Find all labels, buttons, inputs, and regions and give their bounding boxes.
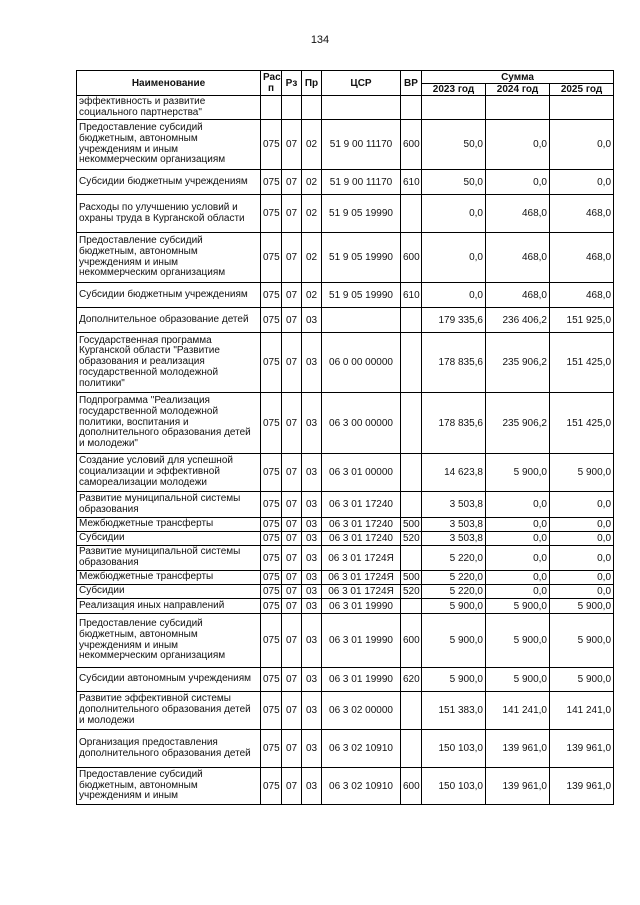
cell-pr: 03: [302, 614, 322, 668]
cell-pr: 02: [302, 170, 322, 195]
cell-rasp: 075: [261, 614, 282, 668]
cell-name: Субсидии: [77, 532, 261, 546]
cell-vr: 520: [401, 585, 422, 599]
cell-vr: 620: [401, 668, 422, 692]
cell-y2025: 468,0: [550, 195, 614, 233]
cell-y2023: 3 503,8: [422, 492, 486, 518]
cell-pr: 02: [302, 283, 322, 308]
cell-vr: [401, 308, 422, 333]
cell-vr: 610: [401, 170, 422, 195]
cell-y2023: 5 220,0: [422, 571, 486, 585]
cell-rz: 07: [282, 492, 302, 518]
cell-pr: 02: [302, 233, 322, 283]
table-row: [77, 308, 614, 333]
cell-name: Государственная программа Курганской области "Развитие образования и реализация государственной молодежной политики": [77, 333, 261, 393]
cell-rz: 07: [282, 692, 302, 730]
cell-y2025: 151 925,0: [550, 308, 614, 333]
cell-csr: 06 3 01 1724Я: [322, 571, 401, 585]
cell-pr: 03: [302, 532, 322, 546]
header-year-2023: 2023 год: [422, 84, 486, 96]
cell-vr: 500: [401, 518, 422, 532]
cell-rz: 07: [282, 195, 302, 233]
cell-name: Дополнительное образование детей: [77, 308, 261, 333]
cell-name: Создание условий для успешной социализации и эффективной самореализации молодежи: [77, 454, 261, 492]
cell-rasp: 075: [261, 283, 282, 308]
cell-name: Развитие муниципальной системы образования: [77, 546, 261, 571]
cell-rasp: 075: [261, 692, 282, 730]
budget-table: [76, 70, 614, 805]
cell-csr: 06 3 01 17240: [322, 492, 401, 518]
header-rasp: Рас п: [261, 71, 282, 96]
cell-csr: 06 0 00 00000: [322, 333, 401, 393]
cell-name: Предоставление субсидий бюджетным, автономным учреждениям и иным некоммерческим организациям: [77, 614, 261, 668]
cell-csr: 06 3 01 17240: [322, 518, 401, 532]
cell-pr: 03: [302, 571, 322, 585]
cell-y2023: 150 103,0: [422, 768, 486, 805]
cell-rasp: 075: [261, 195, 282, 233]
cell-name: Подпрограмма "Реализация государственной молодежной политики, воспитания и дополнительного образования детей и молодежи": [77, 393, 261, 454]
cell-name: Развитие эффективной системы дополнительного образования детей и молодежи: [77, 692, 261, 730]
table-row: [77, 283, 614, 308]
cell-csr: 06 3 00 00000: [322, 393, 401, 454]
cell-rz: 07: [282, 768, 302, 805]
cell-rz: [282, 96, 302, 120]
cell-pr: 03: [302, 599, 322, 614]
cell-rz: 07: [282, 283, 302, 308]
cell-y2023: 5 900,0: [422, 614, 486, 668]
header-csr: ЦСР: [322, 71, 401, 96]
cell-vr: [401, 195, 422, 233]
cell-y2025: [550, 96, 614, 120]
cell-y2025: 0,0: [550, 170, 614, 195]
cell-name: Субсидии бюджетным учреждениям: [77, 283, 261, 308]
table-row: [77, 585, 614, 599]
cell-vr: [401, 333, 422, 393]
cell-vr: [401, 454, 422, 492]
table-row: [77, 730, 614, 768]
cell-y2024: 236 406,2: [486, 308, 550, 333]
cell-rz: 07: [282, 120, 302, 170]
cell-vr: [401, 492, 422, 518]
cell-name: Реализация иных направлений: [77, 599, 261, 614]
cell-rasp: 075: [261, 585, 282, 599]
cell-vr: [401, 96, 422, 120]
cell-rasp: 075: [261, 730, 282, 768]
cell-csr: 06 3 01 19990: [322, 668, 401, 692]
cell-csr: 06 3 01 17240: [322, 532, 401, 546]
cell-name: Развитие муниципальной системы образования: [77, 492, 261, 518]
cell-y2024: 0,0: [486, 546, 550, 571]
cell-vr: [401, 546, 422, 571]
cell-y2023: 14 623,8: [422, 454, 486, 492]
cell-rasp: 075: [261, 532, 282, 546]
cell-vr: 520: [401, 532, 422, 546]
cell-name: Предоставление субсидий бюджетным, автономным учреждениям и иным: [77, 768, 261, 805]
cell-y2023: 50,0: [422, 170, 486, 195]
cell-vr: 500: [401, 571, 422, 585]
cell-y2023: 178 835,6: [422, 393, 486, 454]
cell-y2025: 5 900,0: [550, 668, 614, 692]
cell-name: Организация предоставления дополнительного образования детей: [77, 730, 261, 768]
cell-y2024: 0,0: [486, 585, 550, 599]
cell-csr: 06 3 01 00000: [322, 454, 401, 492]
cell-y2025: 0,0: [550, 120, 614, 170]
cell-rz: 07: [282, 668, 302, 692]
cell-name: Предоставление субсидий бюджетным, автономным учреждениям и иным некоммерческим организациям: [77, 120, 261, 170]
cell-csr: 51 9 05 19990: [322, 195, 401, 233]
cell-y2023: 50,0: [422, 120, 486, 170]
cell-y2025: 5 900,0: [550, 599, 614, 614]
cell-pr: 03: [302, 546, 322, 571]
cell-y2025: 0,0: [550, 585, 614, 599]
cell-name: Субсидии бюджетным учреждениям: [77, 170, 261, 195]
cell-rz: 07: [282, 308, 302, 333]
cell-y2024: 235 906,2: [486, 393, 550, 454]
cell-y2024: 0,0: [486, 532, 550, 546]
cell-rz: 07: [282, 599, 302, 614]
table-row: [77, 195, 614, 233]
table-row: [77, 532, 614, 546]
cell-y2025: 0,0: [550, 532, 614, 546]
cell-name: Межбюджетные трансферты: [77, 518, 261, 532]
table-row: [77, 492, 614, 518]
cell-vr: [401, 393, 422, 454]
cell-pr: 03: [302, 585, 322, 599]
table-row: [77, 170, 614, 195]
cell-pr: 03: [302, 454, 322, 492]
cell-y2023: 179 335,6: [422, 308, 486, 333]
cell-csr: 06 3 01 1724Я: [322, 546, 401, 571]
cell-y2024: 139 961,0: [486, 768, 550, 805]
cell-y2024: 5 900,0: [486, 454, 550, 492]
cell-y2024: 468,0: [486, 283, 550, 308]
cell-vr: 600: [401, 614, 422, 668]
cell-y2024: 0,0: [486, 518, 550, 532]
cell-rasp: 075: [261, 668, 282, 692]
cell-rasp: 075: [261, 233, 282, 283]
cell-y2024: 235 906,2: [486, 333, 550, 393]
cell-vr: [401, 730, 422, 768]
cell-y2023: 3 503,8: [422, 532, 486, 546]
cell-csr: 51 9 05 19990: [322, 233, 401, 283]
table-row: [77, 333, 614, 393]
cell-rasp: 075: [261, 393, 282, 454]
cell-y2023: 5 900,0: [422, 668, 486, 692]
cell-name: Субсидии: [77, 585, 261, 599]
cell-vr: [401, 692, 422, 730]
cell-pr: 03: [302, 730, 322, 768]
cell-y2025: 5 900,0: [550, 454, 614, 492]
cell-y2024: 0,0: [486, 170, 550, 195]
cell-y2024: 0,0: [486, 492, 550, 518]
header-sum: Сумма: [422, 71, 614, 84]
cell-name: эффективность и развитие социального партнерства": [77, 96, 261, 120]
cell-rasp: 075: [261, 518, 282, 532]
cell-rasp: 075: [261, 308, 282, 333]
cell-rz: 07: [282, 546, 302, 571]
table-body: [77, 96, 614, 805]
cell-name: Межбюджетные трансферты: [77, 571, 261, 585]
cell-rasp: 075: [261, 454, 282, 492]
table-row: [77, 518, 614, 532]
cell-rz: 07: [282, 170, 302, 195]
cell-rasp: [261, 96, 282, 120]
cell-pr: 03: [302, 768, 322, 805]
table-row: [77, 120, 614, 170]
cell-csr: 51 9 00 11170: [322, 170, 401, 195]
page-number: 134: [310, 34, 330, 46]
cell-y2024: 468,0: [486, 233, 550, 283]
cell-y2024: 468,0: [486, 195, 550, 233]
cell-csr: [322, 308, 401, 333]
cell-name: Предоставление субсидий бюджетным, автономным учреждениям и иным некоммерческим организациям: [77, 233, 261, 283]
table-row: [77, 233, 614, 283]
cell-vr: 600: [401, 768, 422, 805]
cell-y2025: 468,0: [550, 283, 614, 308]
cell-pr: 03: [302, 333, 322, 393]
cell-y2025: 141 241,0: [550, 692, 614, 730]
cell-y2024: 5 900,0: [486, 668, 550, 692]
cell-csr: 06 3 02 00000: [322, 692, 401, 730]
cell-csr: 06 3 01 1724Я: [322, 585, 401, 599]
cell-csr: [322, 96, 401, 120]
cell-rz: 07: [282, 730, 302, 768]
table-row: [77, 614, 614, 668]
cell-y2024: [486, 96, 550, 120]
cell-y2023: 5 900,0: [422, 599, 486, 614]
table-row: [77, 668, 614, 692]
cell-y2025: 0,0: [550, 492, 614, 518]
cell-y2024: 0,0: [486, 120, 550, 170]
cell-y2025: 151 425,0: [550, 333, 614, 393]
cell-rz: 07: [282, 393, 302, 454]
cell-y2023: [422, 96, 486, 120]
cell-pr: 03: [302, 492, 322, 518]
table-row: [77, 768, 614, 805]
cell-y2025: 0,0: [550, 571, 614, 585]
cell-y2025: 139 961,0: [550, 768, 614, 805]
cell-csr: 06 3 01 19990: [322, 614, 401, 668]
cell-y2023: 0,0: [422, 283, 486, 308]
cell-csr: 06 3 02 10910: [322, 730, 401, 768]
cell-y2024: 139 961,0: [486, 730, 550, 768]
header-vr: ВР: [401, 71, 422, 96]
cell-vr: 600: [401, 233, 422, 283]
cell-pr: 02: [302, 195, 322, 233]
cell-csr: 06 3 02 10910: [322, 768, 401, 805]
cell-rz: 07: [282, 333, 302, 393]
cell-y2023: 178 835,6: [422, 333, 486, 393]
cell-y2024: 5 900,0: [486, 614, 550, 668]
cell-rasp: 075: [261, 768, 282, 805]
cell-y2025: 5 900,0: [550, 614, 614, 668]
table-row: [77, 546, 614, 571]
cell-y2023: 5 220,0: [422, 546, 486, 571]
cell-vr: 610: [401, 283, 422, 308]
header-rz: Рз: [282, 71, 302, 96]
cell-name: Субсидии автономным учреждениям: [77, 668, 261, 692]
cell-y2023: 0,0: [422, 233, 486, 283]
cell-y2024: 5 900,0: [486, 599, 550, 614]
header-year-2024: 2024 год: [486, 84, 550, 96]
header-pr: Пр: [302, 71, 322, 96]
cell-rasp: 075: [261, 333, 282, 393]
cell-y2023: 5 220,0: [422, 585, 486, 599]
cell-name: Расходы по улучшению условий и охраны труда в Курганской области: [77, 195, 261, 233]
cell-y2025: 0,0: [550, 518, 614, 532]
cell-rz: 07: [282, 532, 302, 546]
cell-rasp: 075: [261, 546, 282, 571]
cell-vr: [401, 599, 422, 614]
cell-pr: 03: [302, 308, 322, 333]
cell-vr: 600: [401, 120, 422, 170]
cell-y2023: 150 103,0: [422, 730, 486, 768]
cell-y2025: 468,0: [550, 233, 614, 283]
cell-rz: 07: [282, 454, 302, 492]
cell-pr: 02: [302, 120, 322, 170]
cell-rz: 07: [282, 233, 302, 283]
cell-rasp: 075: [261, 170, 282, 195]
cell-rz: 07: [282, 585, 302, 599]
cell-pr: 03: [302, 668, 322, 692]
cell-rz: 07: [282, 614, 302, 668]
cell-rasp: 075: [261, 492, 282, 518]
cell-y2025: 0,0: [550, 546, 614, 571]
cell-csr: 06 3 01 19990: [322, 599, 401, 614]
cell-rasp: 075: [261, 571, 282, 585]
cell-y2023: 151 383,0: [422, 692, 486, 730]
cell-rz: 07: [282, 518, 302, 532]
cell-pr: [302, 96, 322, 120]
cell-y2024: 141 241,0: [486, 692, 550, 730]
header-name: Наименование: [77, 71, 261, 96]
table-row: [77, 96, 614, 120]
cell-pr: 03: [302, 393, 322, 454]
table-row: [77, 692, 614, 730]
cell-pr: 03: [302, 692, 322, 730]
table-row: [77, 393, 614, 454]
header-year-2025: 2025 год: [550, 84, 614, 96]
cell-rasp: 075: [261, 599, 282, 614]
cell-rz: 07: [282, 571, 302, 585]
cell-y2025: 139 961,0: [550, 730, 614, 768]
cell-y2024: 0,0: [486, 571, 550, 585]
cell-csr: 51 9 00 11170: [322, 120, 401, 170]
cell-rasp: 075: [261, 120, 282, 170]
cell-y2023: 0,0: [422, 195, 486, 233]
cell-y2023: 3 503,8: [422, 518, 486, 532]
table-row: [77, 599, 614, 614]
cell-pr: 03: [302, 518, 322, 532]
table-row: [77, 454, 614, 492]
table-header: [77, 71, 614, 96]
cell-y2025: 151 425,0: [550, 393, 614, 454]
cell-csr: 51 9 05 19990: [322, 283, 401, 308]
table-row: [77, 571, 614, 585]
